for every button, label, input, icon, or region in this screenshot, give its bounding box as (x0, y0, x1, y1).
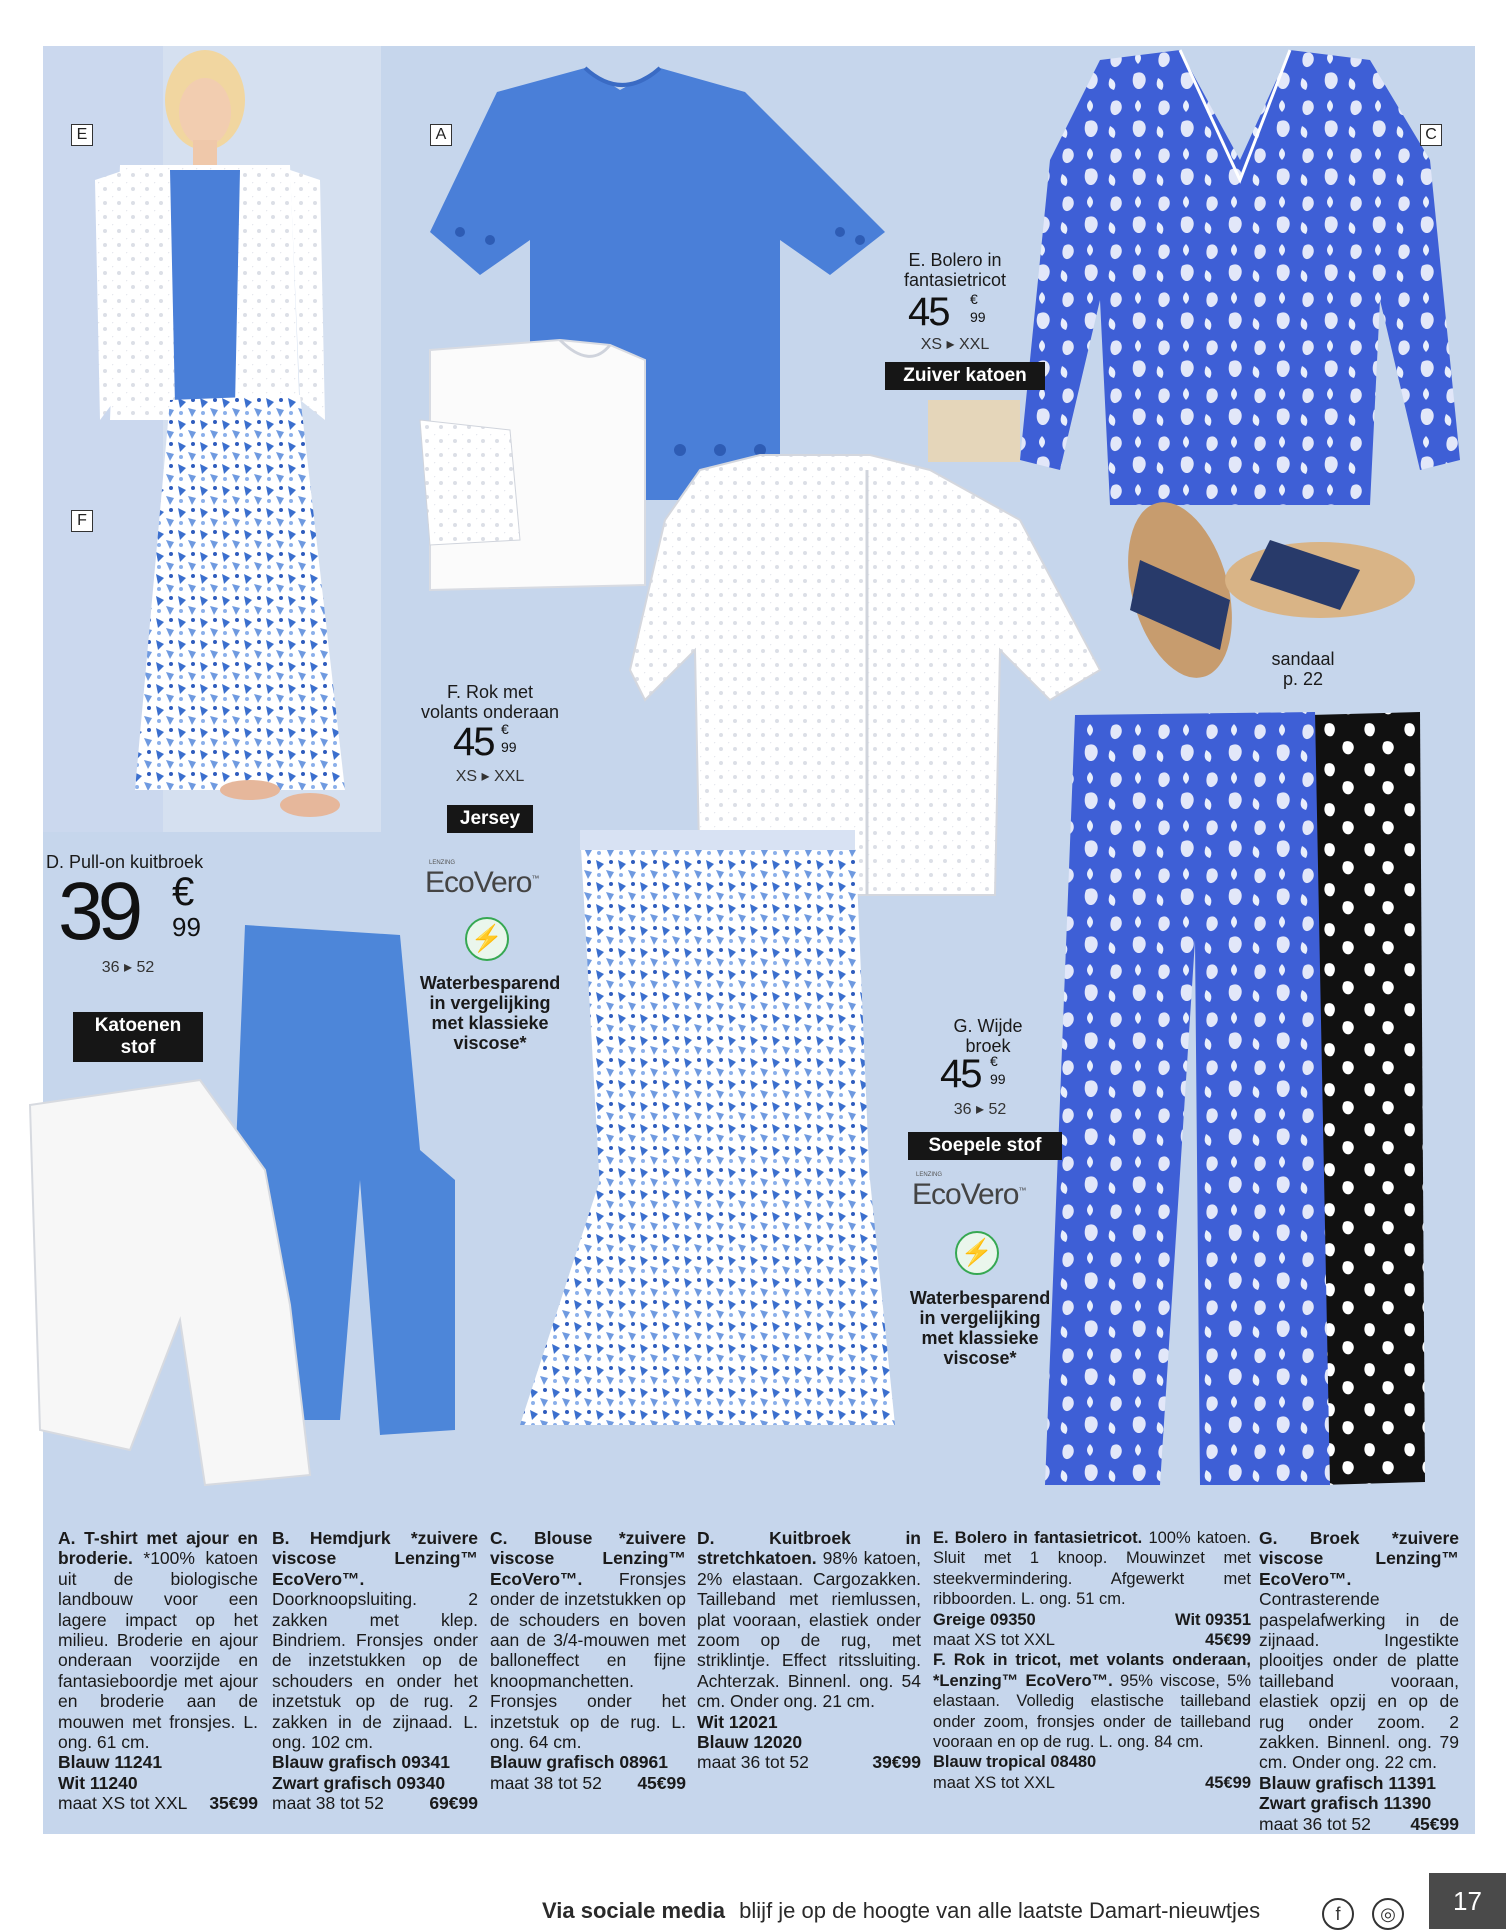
rok-price-cents: 99 (501, 739, 517, 755)
kuitbroek-name: D. Pull-on kuitbroek (46, 852, 204, 872)
footer-text (542, 1898, 1260, 1924)
wide-trousers-image (1045, 712, 1425, 1485)
desc-a-size: maat XS tot XXL (58, 1793, 188, 1814)
bolero-price-whole: 45 (908, 290, 949, 334)
water-saving-text-1: Waterbesparend in vergelijking met klassieke viscose* (419, 973, 561, 1053)
ecovero-brand-1: EcoVero (425, 866, 532, 899)
desc-a-price: 35€99 (209, 1793, 258, 1814)
bolero-price-currency: € (970, 291, 978, 307)
desc-g-color-1: Blauw grafisch 11391 (1259, 1772, 1437, 1793)
sandaal-callout[interactable]: sandaal p. 22 (1271, 649, 1335, 689)
desc-g-color-2: Zwart grafisch 11390 (1259, 1793, 1432, 1814)
broek-price-cents: 99 (990, 1071, 1006, 1087)
ecovero-logo-1 (425, 860, 539, 900)
desc-e-color-2: Wit 09351 (1175, 1610, 1251, 1629)
letter-e-marker: E (71, 124, 93, 146)
desc-e-price: 45€99 (1205, 1631, 1251, 1650)
kuitbroek-price (58, 866, 218, 960)
desc-b-title: B. Hemdjurk *zuivere viscose Lenzing™ EcoVero™. (272, 1528, 478, 1589)
desc-f-price: 45€99 (1205, 1773, 1251, 1792)
desc-g-body: Contrasterende paspelafwerking in de zijnaad. Ingestikte plooitjes onder de platte tailleband vooraan, elastiek opzij en op de rug onder zoom. 2 zakken. Binnenl. ong. 79 cm. Onder ong. 22 cm. (1259, 1589, 1459, 1773)
letter-c-marker: C (1420, 124, 1442, 146)
bolero-price-cents: 99 (970, 309, 986, 325)
description-g (1259, 1528, 1459, 1834)
bolero-name: E. Bolero in fantasietricot (903, 250, 1007, 290)
kuitbroek-material-tag: Katoenen stof (73, 1012, 203, 1062)
broek-material-tag: Soepele stof (908, 1132, 1062, 1160)
ecovero-tm-2: ™ (1018, 1186, 1026, 1195)
desc-g-title: G. Broek *zuivere viscose Lenzing™ EcoVero™. (1259, 1528, 1459, 1589)
desc-d-title: D. Kuitbroek in stretchkatoen. (697, 1528, 921, 1569)
broek-sizes: 36 ▸ 52 (953, 1101, 1007, 1118)
desc-d-color-1: Wit 12021 (697, 1711, 778, 1732)
desc-a-color-2: Wit 11240 (58, 1772, 138, 1793)
description-a (58, 1528, 258, 1814)
ecovero-tm-1: ™ (531, 874, 539, 883)
desc-e-body: 100% katoen. Sluit met 1 knoop. Mouwinzet met steekvermindering. Afgewerkt met ribboorden. L. ong. 51 cm. (933, 1529, 1251, 1609)
desc-e-color-1: Greige 09350 (933, 1610, 1036, 1629)
facebook-icon[interactable]: f (1322, 1898, 1354, 1930)
desc-b-body: Doorknoopsluiting. 2 zakken met klep. Bindriem. Fronsjes onder de inzetstukken op de schouders en onder het inzetstuk op de rug. 2 zakken in de zijnaad. L. ong. 102 cm. (272, 1589, 478, 1753)
letter-f-marker: F (71, 510, 93, 532)
water-saving-icon-2: ⚡ (955, 1231, 999, 1275)
footer-message: blijf je op de hoogte van alle laatste Damart-nieuwtjes (739, 1898, 1261, 1923)
desc-f-size: maat XS tot XXL (933, 1773, 1055, 1792)
desc-c-title: C. Blouse *zuivere viscose Lenzing™ EcoVero™. (490, 1528, 686, 1589)
rok-name: F. Rok met volants onderaan (420, 682, 560, 722)
desc-a-color-1: Blauw 11241 (58, 1752, 163, 1773)
desc-d-size: maat 36 tot 52 (697, 1752, 809, 1773)
description-e-f (933, 1528, 1251, 1793)
rok-price-currency: € (501, 721, 509, 737)
water-saving-icon: ⚡ (465, 917, 509, 961)
rok-sizes: XS ▸ XXL (455, 768, 525, 785)
rok-callout (400, 682, 580, 722)
lenzing-label-2: LENZING (916, 1172, 943, 1178)
desc-b-color-2: Zwart grafisch 09340 (272, 1772, 446, 1793)
rok-price (453, 720, 553, 768)
desc-c-body: Fronsjes onder de inzetstukken op de schouders en boven aan de 3/4-mouwen met balloneffect en fijne knoopmanchetten. Fronsjes onder het inzetstuk op de rug. L. ong. 64 cm. (490, 1568, 686, 1753)
bolero-sizes: XS ▸ XXL (920, 336, 990, 353)
broek-callout: G. Wijde broek (953, 1016, 1023, 1056)
rok-price-whole: 45 (453, 720, 494, 764)
desc-c-color-1: Blauw grafisch 08961 (490, 1752, 668, 1773)
desc-d-price: 39€99 (872, 1752, 921, 1773)
description-c (490, 1528, 686, 1793)
desc-a-title: A. T-shirt met ajour en broderie. (58, 1528, 258, 1569)
desc-d-color-2: Blauw 12020 (697, 1732, 803, 1753)
skirt-image (520, 830, 895, 1425)
desc-c-size: maat 38 tot 52 (490, 1772, 602, 1793)
broek-price (940, 1052, 1040, 1100)
desc-g-price: 45€99 (1410, 1813, 1459, 1834)
desc-b-color-1: Blauw grafisch 09341 (272, 1752, 450, 1773)
bolero-price (908, 290, 1008, 338)
kuitbroek-price-whole: 39 (58, 866, 138, 957)
desc-b-size: maat 38 tot 52 (272, 1793, 384, 1814)
kuitbroek-price-currency: € (172, 870, 195, 914)
ecovero-brand-2: EcoVero (912, 1178, 1019, 1211)
desc-g-size: maat 36 tot 52 (1259, 1813, 1371, 1834)
kuitbroek-sizes: 36 ▸ 52 (101, 959, 155, 976)
blue-blouse-image (1020, 50, 1460, 505)
broek-price-whole: 45 (940, 1052, 981, 1096)
desc-f-body: 95% viscose, 5% elastaan. Volledig elastische tailleband onder zoom, fronsjes onder de tailleband vooraan en op de rug. L. ong. 84 cm. (933, 1671, 1251, 1752)
white-tshirt-image (420, 340, 645, 590)
water-saving-text-2: Waterbesparend in vergelijking met klassieke viscose* (909, 1288, 1051, 1368)
desc-f-color-1: Blauw tropical 08480 (933, 1753, 1097, 1772)
bolero-callout (880, 250, 1030, 290)
kuitbroek-price-cents: 99 (172, 912, 201, 942)
lenzing-label-1: LENZING (429, 860, 456, 866)
desc-d-body: 98% katoen, 2% elastaan. Cargozakken. Tailleband met riemlussen, plat vooraan, elastiek onder zoom op de rug, met striklintje. Effect ritssluiting. Achterzak. Binnenl. ong. 54 cm. Onder ong. 21 cm. (697, 1548, 921, 1712)
white-bolero-image (630, 400, 1100, 895)
desc-b-price: 69€99 (429, 1793, 478, 1814)
desc-c-price: 45€99 (637, 1772, 686, 1793)
instagram-icon[interactable]: ◎ (1372, 1898, 1404, 1930)
description-b (272, 1528, 478, 1814)
bolero-material-tag: Zuiver katoen (885, 362, 1045, 390)
ecovero-logo-2 (912, 1172, 1026, 1212)
description-d (697, 1528, 921, 1773)
desc-a-body: *100% katoen uit de biologische landbouw voor een lagere impact op het milieu. Broderie en ajour onderaan voorzijde en fantasieboordje met ajour en broderie aan de mouwen met fronsjes. L. ong. 61 cm. (58, 1548, 258, 1753)
rok-material-tag: Jersey (447, 805, 533, 833)
broek-price-currency: € (990, 1053, 998, 1069)
footer-bold: Via sociale media (542, 1898, 726, 1923)
desc-f-title: F. Rok in tricot, met volants onderaan, *Lenzing™ EcoVero™. (933, 1651, 1251, 1690)
page-number: 17 (1429, 1873, 1506, 1929)
letter-a-marker: A (430, 124, 452, 146)
desc-e-size: maat XS tot XXL (933, 1631, 1055, 1650)
desc-e-title: E. Bolero in fantasietricot. (933, 1529, 1143, 1547)
